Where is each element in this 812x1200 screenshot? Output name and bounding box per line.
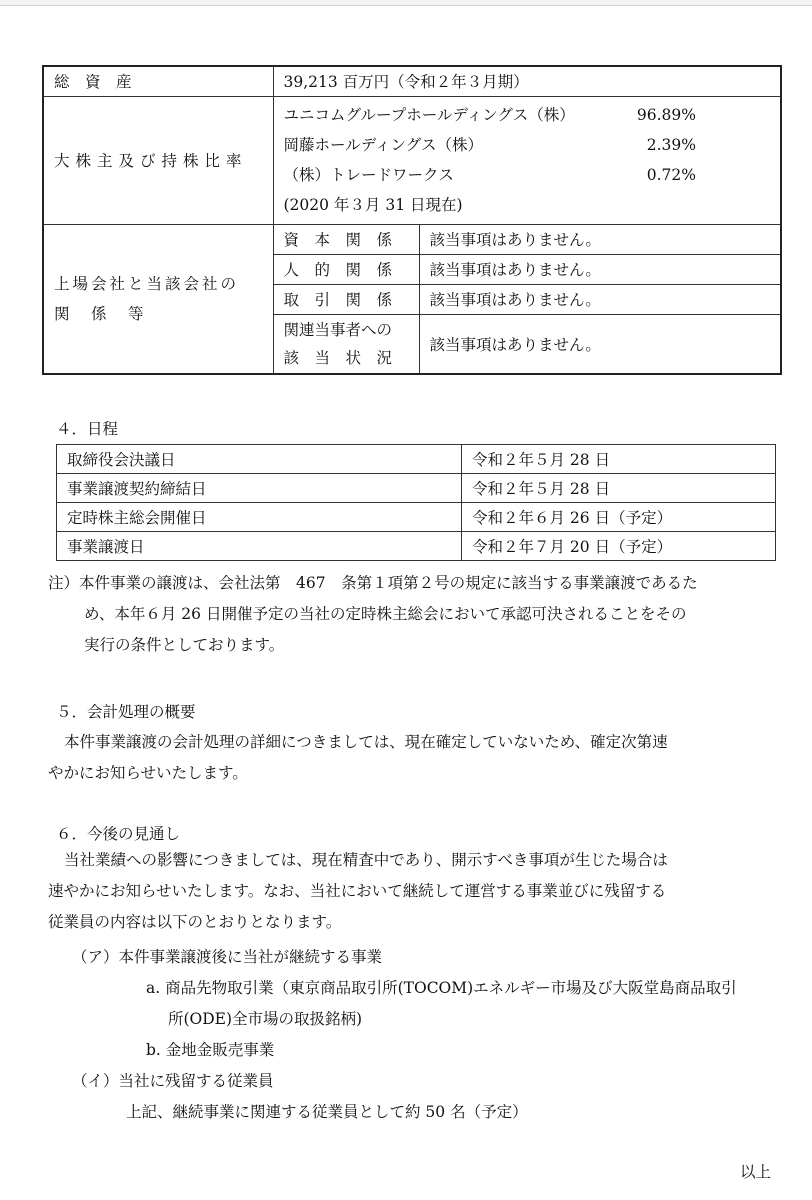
accounting-heading: ５．会計処理の概要 — [56, 703, 196, 721]
schedule-item: 事業譲渡契約締結日 — [57, 474, 462, 503]
accounting-paragraph: 本件事業譲渡の会計処理の詳細につきましては、現在確定していないため、確定次第速 やかにお知らせいたします。 — [48, 733, 668, 782]
relation-value: 該当事項はありません。 — [419, 224, 781, 254]
note-line: 注）本件事業の譲渡は、会社法第 467 条第１項第２号の規定に該当する事業譲渡であるた — [48, 574, 698, 592]
shareholder-row — [274, 130, 781, 160]
schedule-date: 令和２年５月 28 日 — [462, 474, 776, 503]
outlook-subsection-a — [72, 942, 772, 1128]
shareholder-name: 岡藤ホールディングス（株） — [283, 135, 483, 154]
schedule-item: 定時株主総会開催日 — [57, 503, 462, 532]
shareholder-ratio: 2.39% — [646, 135, 696, 154]
note-line: め、本年６月 26 日開催予定の当社の定時株主総会において承認可決されることをその — [84, 605, 687, 623]
closing-mark: 以上 — [740, 1163, 772, 1181]
relation-label: 取 引 関 係 — [273, 284, 419, 314]
schedule-item: 事業譲渡日 — [57, 532, 462, 561]
subsection-b-text: 上記、継続事業に関連する従業員として約 50 名（予定） — [126, 1103, 528, 1121]
shareholder-row — [274, 160, 781, 190]
schedule-row — [57, 503, 776, 532]
schedule-date: 令和２年７月 20 日（予定） — [462, 532, 776, 561]
shareholder-row — [274, 100, 781, 130]
shareholder-ratio: 0.72% — [646, 165, 696, 184]
schedule-row — [57, 532, 776, 561]
total-assets-label: 総 資 産 — [54, 73, 132, 92]
business-item-a-cont: 所(ODE)全市場の取扱銘柄) — [168, 1010, 363, 1028]
total-assets-value: 39,213 百万円（令和２年３月期） — [273, 66, 781, 96]
business-item-b: b. 金地金販売事業 — [146, 1041, 275, 1059]
relations-label-line1: 上場会社と当該会社の — [54, 274, 240, 293]
subsection-b-title: （イ）当社に残留する従業員 — [72, 1072, 274, 1090]
total-assets-label-cell — [43, 66, 273, 96]
shareholders-date: (2020 年３月 31 日現在) — [283, 195, 463, 214]
shareholder-name: （株）トレードワークス — [283, 165, 454, 184]
shareholders-label: 大株主及び持株比率 — [43, 96, 273, 224]
schedule-row — [57, 445, 776, 474]
shareholder-ratio: 96.89% — [636, 105, 696, 124]
schedule-row — [57, 474, 776, 503]
outlook-heading: ６．今後の見通し — [56, 825, 181, 843]
subsection-a-title: （ア）本件事業譲渡後に当社が継続する事業 — [72, 948, 383, 966]
schedule-heading: ４．日程 — [56, 420, 119, 438]
outlook-paragraph: 当社業績への影響につきましては、現在精査中であり、開示すべき事項が生じた場合は 速やかにお知らせいたします。なお、当社において継続して運営する事業並びに残留する 従業員の内容は以下のとおりとなります。 — [48, 851, 668, 931]
shareholders-cell — [273, 96, 781, 224]
relation-label: 人 的 関 係 — [273, 254, 419, 284]
shareholder-name: ユニコムグループホールディングス（株） — [283, 105, 575, 124]
schedule-item: 取締役会決議日 — [57, 445, 462, 474]
relation-value: 該当事項はありません。 — [419, 284, 781, 314]
relations-label-line2: 関 係 等 — [54, 304, 147, 323]
schedule-date: 令和２年５月 28 日 — [462, 445, 776, 474]
note-line: 実行の条件としております。 — [84, 636, 285, 654]
schedule-note — [48, 568, 788, 661]
schedule-table — [56, 444, 776, 561]
relation-value: 該当事項はありません。 — [419, 314, 781, 374]
relations-label-cell — [43, 224, 273, 374]
business-item-a: a. 商品先物取引業（東京商品取引所(TOCOM)エネルギー市場及び大阪堂島商品取引 — [146, 979, 737, 997]
schedule-date: 令和２年６月 26 日（予定） — [462, 503, 776, 532]
relation-label: 資 本 関 係 — [273, 224, 419, 254]
page-top-edge — [0, 0, 812, 6]
relation-label: 関連当事者への 該 当 状 況 — [273, 314, 419, 374]
relation-value: 該当事項はありません。 — [419, 254, 781, 284]
company-overview-table — [42, 65, 782, 375]
